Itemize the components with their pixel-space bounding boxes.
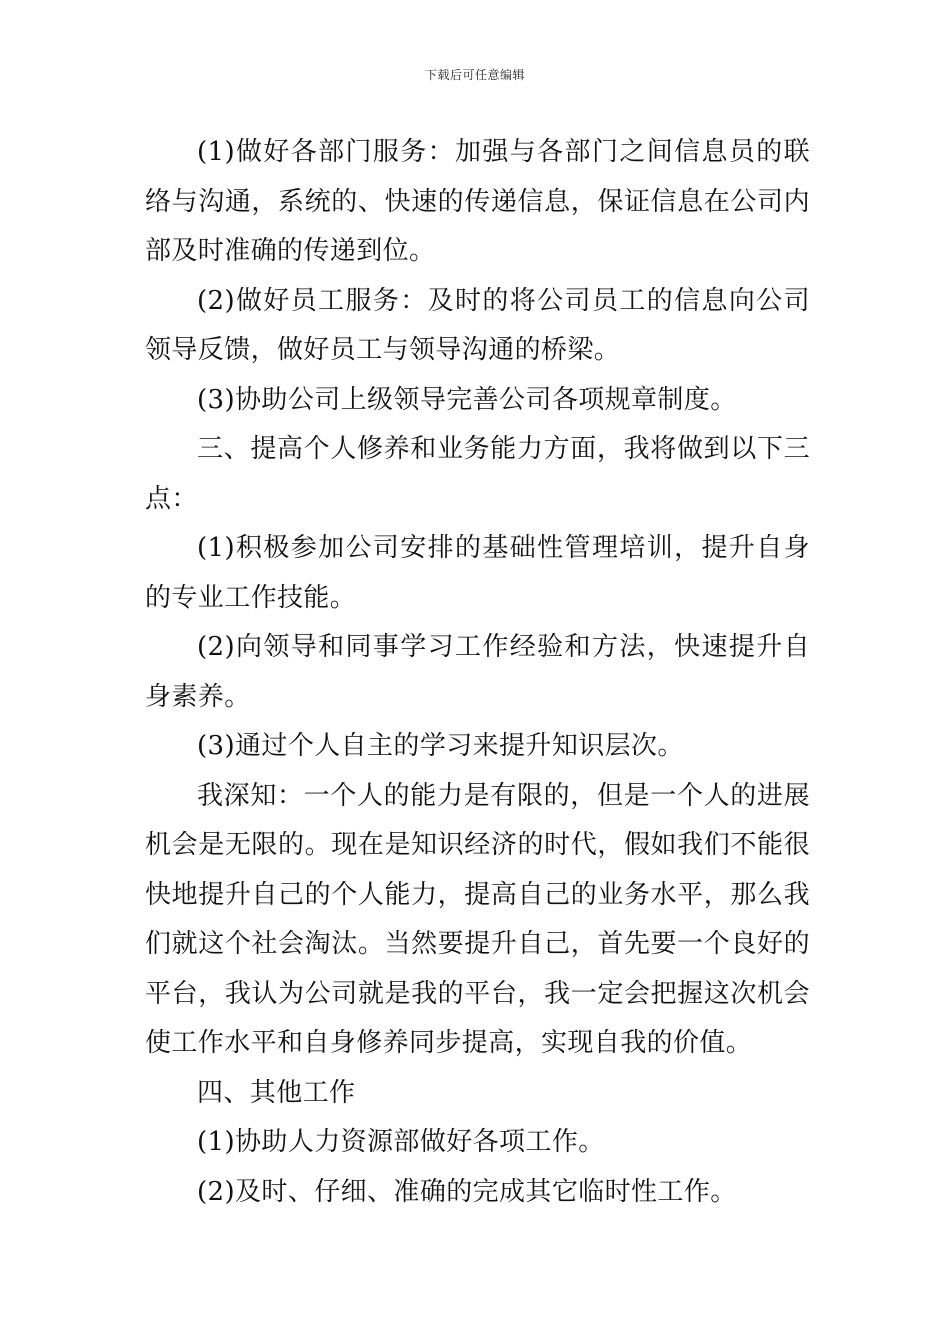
- document-body: [145, 128, 810, 1217]
- paragraph-assist-rules: (3)协助公司上级领导完善公司各项规章制度。: [197, 384, 737, 415]
- section-heading-three: 三、提高个人修养和业务能力方面，我将做到以下三点：: [145, 434, 810, 514]
- paragraph-temporary-work: (2)及时、仔细、准确的完成其它临时性工作。: [197, 1176, 737, 1207]
- paragraph-reflection: 我深知：一个人的能力是有限的，但是一个人的进展机会是无限的。现在是知识经济的时代，假如我们不能很快地提升自己的个人能力，提高自己的业务水平，那么我们就这个社会淘汰。当然要提升自己，首先要一个良好的平台，我认为公司就是我的平台，我一定会把握这次机会使工作水平和自身修养同步提高，实现自我的价值。: [145, 780, 810, 1058]
- paragraph-assist-hr: (1)协助人力资源部做好各项工作。: [197, 1127, 605, 1157]
- paragraph-service-departments: (1)做好各部门服务：加强与各部门之间信息员的联络与沟通，系统的、快速的传递信息，保证信息在公司内部及时准确的传递到位。: [145, 137, 810, 266]
- paragraph-self-study: (3)通过个人自主的学习来提升知识层次。: [197, 731, 684, 761]
- paragraph-service-employees: (2)做好员工服务：及时的将公司员工的信息向公司领导反馈，做好员工与领导沟通的桥梁。: [145, 285, 810, 365]
- header-note: 下载后可任意编辑: [424, 68, 525, 82]
- paragraph-training: (1)积极参加公司安排的基础性管理培训，提升自身的专业工作技能。: [145, 533, 810, 613]
- paragraph-learn-from-colleagues: (2)向领导和同事学习工作经验和方法，快速提升自身素养。: [145, 632, 810, 712]
- section-heading-four: 四、其他工作: [197, 1077, 356, 1108]
